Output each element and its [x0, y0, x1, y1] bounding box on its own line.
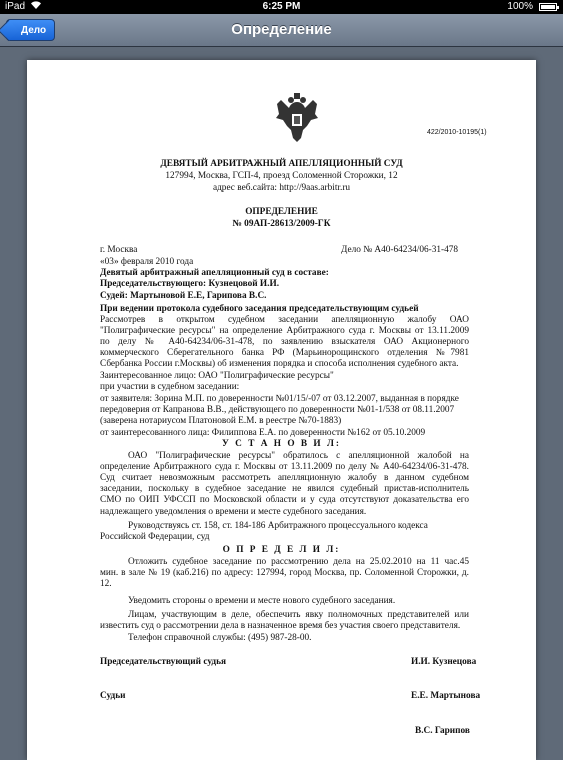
document-id: 422/2010-10195(1): [427, 129, 487, 136]
document-type: ОПРЕДЕЛЕНИЕ: [245, 207, 318, 217]
carrier-label: iPad: [5, 1, 26, 12]
status-bar: [0, 0, 563, 14]
body-line: Председательствующего: Кузнецовой И.И.: [100, 279, 280, 289]
court-name: ДЕВЯТЫЙ АРБИТРАЖНЫЙ АПЕЛЛЯЦИОННЫЙ СУД: [160, 159, 403, 169]
document-date: «03» февраля 2010 года: [100, 257, 194, 267]
determined-line: Отложить судебное заседание по рассмотрению дела на 25.02.2010 на 11 час.45: [128, 557, 469, 567]
body-line: При ведении протокола судебного заседания председательствующим судьей: [100, 304, 419, 314]
determined-line: Лицам, участвующим в деле, обеспечить явку полномочных представителей или: [128, 610, 469, 620]
judges-label: Судьи: [100, 691, 126, 701]
established-line: надлежащего уведомления о времени и месте судебного заседания.: [100, 507, 367, 517]
body-line: от заявителя: Зорина М.П. по доверенности №01/15/-07 от 03.12.2007, выданная в порядке: [100, 394, 459, 404]
body-line: (заверена нотариусом Платоновой Е.М. в реестре №70-1883): [100, 416, 342, 426]
appeal-case-number: № 09АП-28613/2009-ГК: [232, 219, 331, 229]
body-line: Судей: Мартыновой Е.Е, Гарипова В.С.: [100, 291, 267, 301]
established-line: Российской Федерации, суд: [100, 532, 210, 542]
established-line: заседании, поскольку в судебное заседание не явился судебный пристав-исполнитель: [100, 484, 469, 494]
city: г. Москва: [100, 245, 138, 255]
body-line: передоверия от Капранова В.В., действующего по доверенности №01-1/538 от 08.11.2007: [100, 405, 455, 415]
determined-line: Уведомить стороны о времени и месте нового судебного заседания.: [128, 596, 396, 606]
judge-name: Е.Е. Мартынова: [411, 691, 481, 701]
determined-line: мин. в зале № 19 (каб.216) по адресу: 127994, город Москва, пр. Соломенной Сторожки, д.: [100, 568, 469, 578]
body-line: Рассмотрев в открытом судебном заседании апелляционную жалобу ОАО: [100, 315, 469, 325]
status-time: 6:25 PM: [262, 1, 301, 12]
presiding-judge-label: Председательствующий судья: [100, 657, 227, 667]
court-address: 127994, Москва, ГСП-4, проезд Соломенной Сторожки, 12: [165, 171, 398, 181]
established-line: Суд считает невозможным рассмотреть апелляционную жалобу в данном судебном: [100, 473, 469, 483]
battery-icon: [539, 3, 557, 11]
court-website: адрес веб.сайта: http://9aas.arbitr.ru: [212, 183, 351, 193]
body-line: от заинтересованного лица: Филиппова Е.А. по доверенности №162 от 05.10.2009: [100, 428, 426, 438]
established-line: Руководствуясь ст. 158, ст. 184-186 Арбитражного процессуального кодекса: [128, 521, 428, 531]
determined-line: известить суд о рассмотрении дела в назначенное время без участия своего представителя.: [100, 621, 461, 631]
body-line: Заинтересованное лицо: ОАО "Полиграфические ресурсы": [100, 371, 334, 381]
back-button-label: Дело: [21, 25, 47, 36]
determined-line: 12.: [100, 579, 112, 589]
section-established-heading: У С Т А Н О В И Л:: [222, 439, 341, 449]
body-line: по делу № А40-64234/06-31-478, по заявлению взыскателя ОАО Акционерного: [100, 337, 469, 347]
nav-title: Определение: [231, 21, 332, 38]
presiding-judge-name: И.И. Кузнецова: [411, 657, 477, 667]
established-line: определение Арбитражного суда г. Москвы от 13.11.2009 по делу № А40-64234/06-31-478.: [100, 462, 469, 472]
determined-line: Телефон справочной службы: (495) 987-28-00.: [128, 633, 312, 643]
section-determined-heading: О П Р Е Д Е Л И Л:: [222, 545, 341, 555]
body-line: при участии в судебном заседании:: [100, 382, 240, 392]
body-line: Девятый арбитражный апелляционный суд в составе:: [100, 268, 329, 278]
body-line: коммерческого Сберегательного банка РФ (Марьинорощинского отделения №7981: [100, 348, 469, 358]
case-reference: Дело № А40-64234/06-31-478: [341, 245, 459, 255]
body-line: "Полиграфические ресурсы" на определение Арбитражного суда г. Москвы от 13.11.2009: [100, 326, 469, 336]
judge-name: В.С. Гарипов: [415, 726, 470, 736]
document-page[interactable]: [27, 60, 536, 760]
navigation-bar: [0, 14, 563, 47]
battery-percent: 100%: [507, 1, 533, 12]
established-line: СМО по ОИП УФССП по Московской области и у суда отсутствуют доказательства его: [100, 495, 469, 505]
established-line: ОАО "Полиграфические ресурсы" обратилось с апелляционной жалобой на: [128, 451, 469, 461]
body-line: Сбербанка России г.Москвы) об изменения порядка и способа исполнения судебного акта.: [100, 359, 459, 369]
coat-of-arms-icon: [273, 92, 321, 146]
